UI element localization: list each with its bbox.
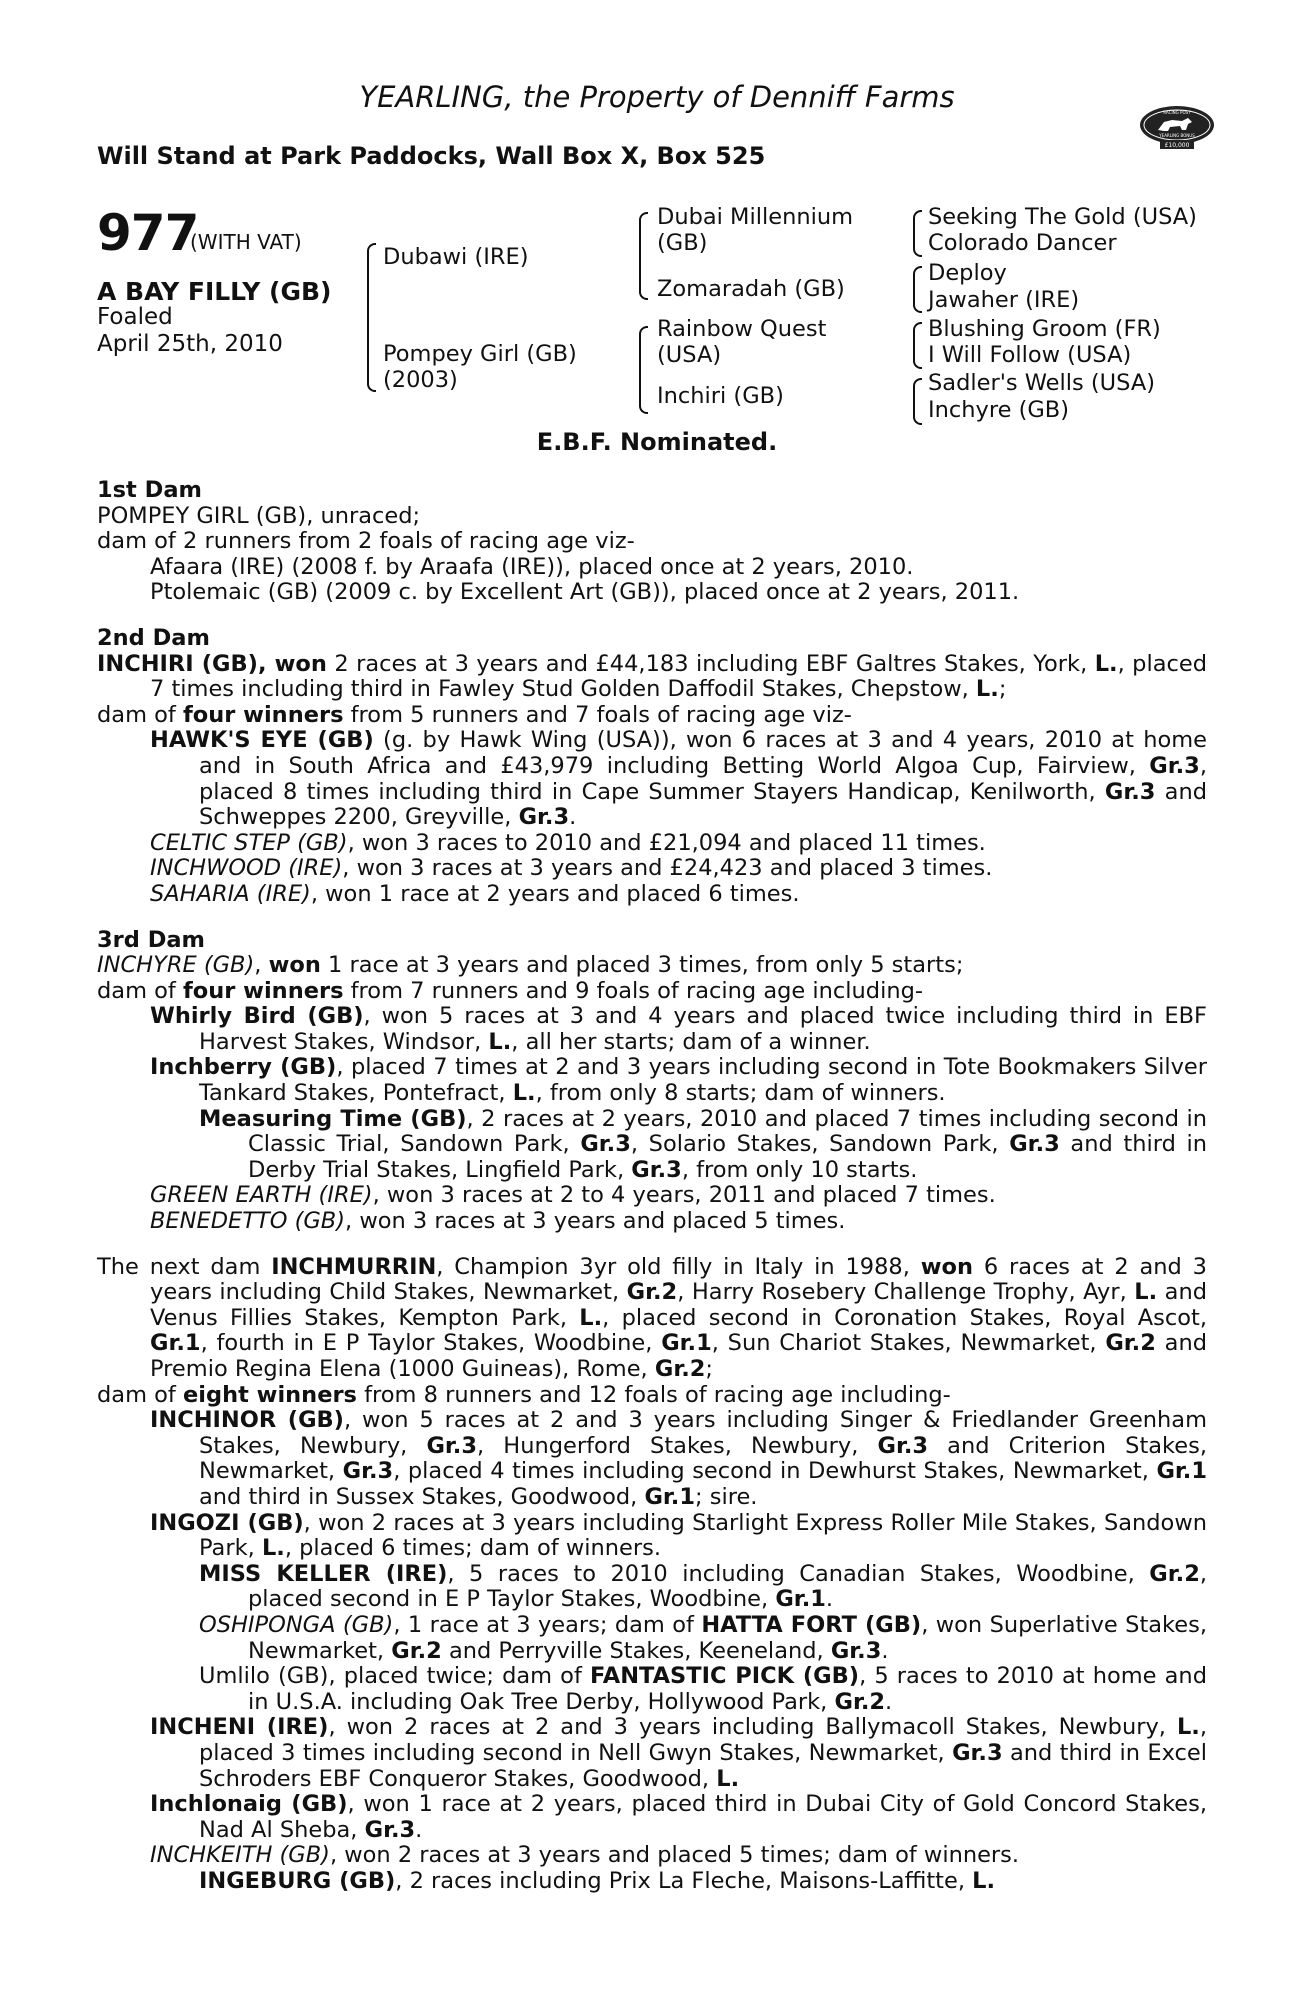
produce-entry: Inchlonaig (GB), won 1 race at 2 years, placed third in Dubai City of Gold Concord Stakes, Nad Al Sheba, Gr.3. <box>150 1791 1208 1843</box>
pedigree-dsd: I Will Follow (USA) <box>928 342 1132 368</box>
pedigree-dam-sire-country: (USA) <box>657 342 722 368</box>
second-dam-heading: 2nd Dam <box>97 624 210 651</box>
third-dam-produce-summary: dam of four winners from 7 runners and 9 foals of racing age including- <box>97 977 923 1004</box>
badge-mid-text: YEARLING BONUS <box>1159 133 1195 138</box>
first-dam-line: POMPEY GIRL (GB), unraced; <box>97 502 421 529</box>
produce-entry: INCHKEITH (GB), won 2 races at 3 years and placed 5 times; dam of winners. <box>150 1842 1020 1869</box>
pedigree-brace <box>913 266 922 313</box>
pedigree-ddd: Inchyre (GB) <box>928 397 1070 423</box>
pedigree-dam-sire: Rainbow Quest <box>657 316 827 342</box>
produce-entry: Ptolemaic (GB) (2009 c. by Excellent Art (GB)), placed once at 2 years, 2011. <box>150 579 1020 606</box>
produce-entry: INGOZI (GB), won 2 races at 3 years including Starlight Express Roller Mile Stakes, Sandown Park, L., placed 6 times; dam of winners. <box>150 1509 1207 1562</box>
pedigree-sire: Dubawi (IRE) <box>383 244 529 270</box>
pedigree-sire-dam: Zomaradah (GB) <box>657 276 845 302</box>
foaled-label: Foaled <box>97 304 173 330</box>
produce-entry: Afaara (IRE) (2008 f. by Araafa (IRE)), placed once at 2 years, 2010. <box>150 553 914 580</box>
produce-entry: HAWK'S EYE (GB) (g. by Hawk Wing (USA)), won 6 races at 3 and 4 years, 2010 at home and in South Africa and £43,979 including Betting World Algoa Cup, Fairview, Gr.3, placed 8 times including third in Cape Summer Stayers Handicap, Kenilworth, Gr.3 and Schweppes 2200, Greyville, Gr.3. <box>150 727 1208 831</box>
badge-amount: £10,000 <box>1164 142 1190 149</box>
pedigree-brace <box>639 212 648 300</box>
page-title: YEARLING, the Property of Denniff Farms <box>359 80 955 114</box>
pedigree-brace <box>913 322 922 369</box>
first-dam-heading: 1st Dam <box>97 477 202 503</box>
horse-name: A BAY FILLY (GB) <box>97 277 332 306</box>
third-dam-record: INCHYRE (GB), won 1 race at 3 years and placed 3 times, from only 5 starts; <box>97 952 964 979</box>
pedigree-brace <box>913 210 922 257</box>
produce-entry: INCHWOOD (IRE), won 3 races at 3 years and £24,423 and placed 3 times. <box>150 855 993 882</box>
lot-number: 977 <box>97 204 199 262</box>
next-dam-produce-summary: dam of eight winners from 8 runners and 12 foals of racing age including- <box>97 1381 951 1408</box>
first-dam-line: dam of 2 runners from 2 foals of racing age viz- <box>97 528 635 555</box>
produce-entry: Umlilo (GB), placed twice; dam of FANTASTIC PICK (GB), 5 races to 2010 at home and in U.S.A. including Oak Tree Derby, Hollywood Park, Gr.2. <box>199 1663 1207 1715</box>
pedigree-brace <box>367 243 376 392</box>
produce-entry: BENEDETTO (GB), won 3 races at 3 years and placed 5 times. <box>150 1208 846 1235</box>
pedigree-dam: Pompey Girl (GB) <box>383 341 577 367</box>
produce-entry: SAHARIA (IRE), won 1 race at 2 years and placed 6 times. <box>150 880 800 907</box>
pedigree-brace <box>639 326 648 414</box>
pedigree-dds: Sadler's Wells (USA) <box>928 370 1156 396</box>
next-dam-record: The next dam INCHMURRIN, Champion 3yr old filly in Italy in 1988, won 6 races at 2 and 3 years including Child Stakes, Newmarket, Gr.2, Harry Rosebery Challenge Trophy, Ayr, L. and Venus Fillies Stakes, Kempton Park, L., placed second in Coronation Stakes, Royal Ascot, Gr.1, fourth in E P Taylor Stakes, Woodbine, Gr.1, Sun Chariot Stakes, Newmarket, Gr.2 and Premio Regina Elena (1000 Guineas), Rome, Gr.2; <box>97 1253 1208 1382</box>
pedigree-dss: Blushing Groom (FR) <box>928 316 1161 342</box>
produce-entry: OSHIPONGA (GB), 1 race at 3 years; dam of HATTA FORT (GB), won Superlative Stakes, Newmarket, Gr.2 and Perryville Stakes, Keeneland, Gr.3. <box>199 1611 1208 1664</box>
produce-entry: Whirly Bird (GB), won 5 races at 3 and 4 years and placed twice including third in EBF Harvest Stakes, Windsor, L., all her starts; dam of a winner. <box>150 1003 1207 1055</box>
ebf-nominated: E.B.F. Nominated. <box>536 428 778 456</box>
pedigree-sss: Seeking The Gold (USA) <box>928 204 1197 230</box>
second-dam-record: INCHIRI (GB), won 2 races at 3 years and £44,183 including EBF Galtres Stakes, York, L., placed 7 times including third in Fawley Stud Golden Daffodil Stakes, Chepstow, L.; <box>97 650 1207 703</box>
produce-entry: CELTIC STEP (GB), won 3 races to 2010 and £21,094 and placed 11 times. <box>150 829 986 856</box>
produce-entry: INCHENI (IRE), won 2 races at 2 and 3 years including Ballymacoll Stakes, Newbury, L., placed 3 times including second in Nell Gwyn Stakes, Newmarket, Gr.3 and third in Excel Schroders EBF Conqueror Stakes, Goodwood, L. <box>150 1714 1207 1792</box>
stand-location: Will Stand at Park Paddocks, Wall Box X, Box 525 <box>97 142 766 170</box>
pedigree-brace <box>913 378 922 425</box>
badge-top-text: RACING POST <box>1163 110 1191 115</box>
pedigree-sdd: Jawaher (IRE) <box>928 287 1080 313</box>
third-dam-heading: 3rd Dam <box>97 926 205 953</box>
pedigree-ssd: Colorado Dancer <box>928 230 1117 256</box>
produce-entry: GREEN EARTH (IRE), won 3 races at 2 to 4 years, 2011 and placed 7 times. <box>150 1182 996 1209</box>
catalogue-body <box>97 478 1207 1894</box>
foaled-date: April 25th, 2010 <box>97 331 283 357</box>
produce-entry: Inchberry (GB), placed 7 times at 2 and 3 years including second in Tote Bookmakers Silver Tankard Stakes, Pontefract, L., from only 8 starts; dam of winners. <box>150 1054 1207 1107</box>
pedigree-dam-dam: Inchiri (GB) <box>657 383 784 409</box>
produce-entry: Measuring Time (GB), 2 races at 2 years, 2010 and placed 7 times including second in Classic Trial, Sandown Park, Gr.3, Solario Stakes, Sandown Park, Gr.3 and third in Derby Trial Stakes, Lingfield Park, Gr.3, from only 10 starts. <box>199 1105 1207 1183</box>
pedigree-sds: Deploy <box>928 260 1007 286</box>
pedigree-sire-sire-country: (GB) <box>657 230 708 256</box>
produce-entry: INCHINOR (GB), won 5 races at 2 and 3 years including Singer & Friedlander Greenham Stakes, Newbury, Gr.3, Hungerford Stakes, Newbury, Gr.3 and Criterion Stakes, Newmarket, Gr.3, placed 4 times including second in Dewhurst Stakes, Newmarket, Gr.1 and third in Sussex Stakes, Goodwood, Gr.1; sire. <box>150 1407 1208 1510</box>
pedigree-sire-sire: Dubai Millennium <box>657 204 854 230</box>
yearling-bonus-badge-icon <box>1138 100 1216 152</box>
pedigree-dam-year: (2003) <box>383 367 458 393</box>
vat-note: (WITH VAT) <box>190 230 302 254</box>
second-dam-produce-summary: dam of four winners from 5 runners and 7 foals of racing age viz- <box>97 701 852 728</box>
produce-entry: MISS KELLER (IRE), 5 races to 2010 including Canadian Stakes, Woodbine, Gr.2, placed second in E P Taylor Stakes, Woodbine, Gr.1. <box>199 1560 1208 1613</box>
produce-entry: INGEBURG (GB), 2 races including Prix La Fleche, Maisons-Laffitte, L. <box>199 1867 996 1894</box>
